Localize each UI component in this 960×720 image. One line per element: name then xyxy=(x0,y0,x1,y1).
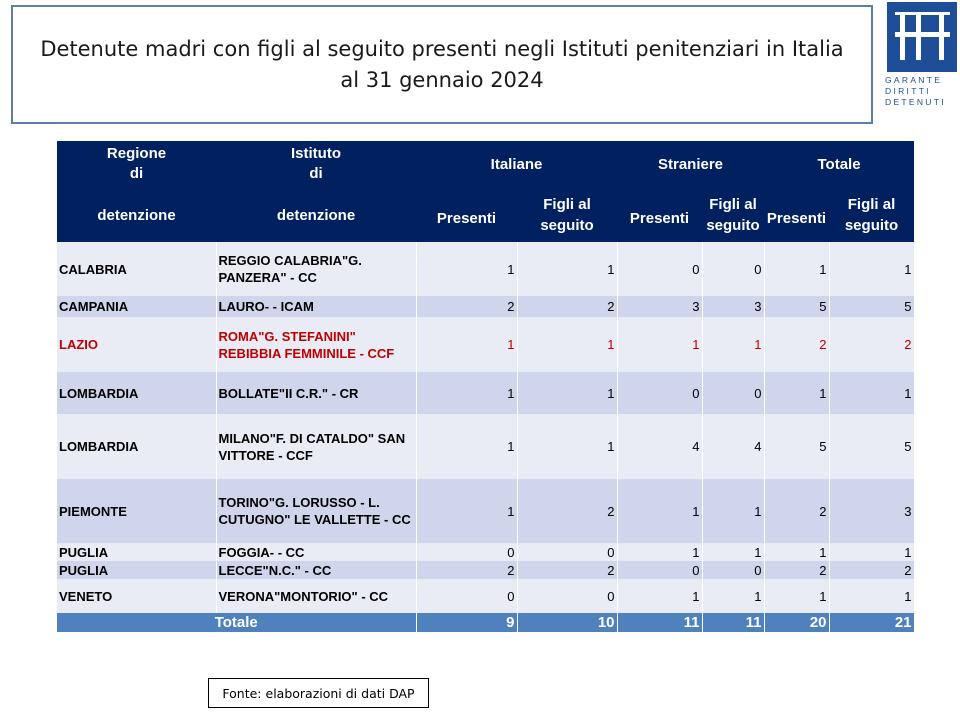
cell-ita-presenti: 1 xyxy=(416,317,517,372)
header-ita-presenti: Presenti xyxy=(416,188,517,242)
logo-text xyxy=(885,75,959,108)
header-tot-figli: Figli al seguito xyxy=(829,188,914,242)
header-istituto-line-2: di xyxy=(309,165,323,182)
total-tot-figli: 21 xyxy=(829,613,914,632)
cell-ita-figli: 0 xyxy=(517,543,617,561)
cell-ita-figli: 1 xyxy=(517,414,617,479)
cell-regione: CALABRIA xyxy=(57,242,216,296)
cell-str-figli: 0 xyxy=(702,242,764,296)
cell-regione: LOMBARDIA xyxy=(57,414,216,479)
cell-ita-presenti: 2 xyxy=(416,561,517,579)
cell-ita-presenti: 0 xyxy=(416,579,517,613)
header-istituto-line-1: Istituto xyxy=(291,145,341,162)
cell-istituto: REGGIO CALABRIA"G. PANZERA" - CC xyxy=(216,242,416,296)
cell-regione: CAMPANIA xyxy=(57,296,216,317)
table-row xyxy=(57,414,914,479)
cell-ita-figli: 1 xyxy=(517,372,617,414)
cell-tot-figli: 1 xyxy=(829,579,914,613)
cell-ita-presenti: 1 xyxy=(416,242,517,296)
logo-text-line-1: GARANTE xyxy=(885,75,943,85)
cell-str-presenti: 1 xyxy=(617,479,702,543)
header-regione-line-1: Regione xyxy=(106,145,167,162)
cell-tot-presenti: 2 xyxy=(764,479,829,543)
garante-logo-icon xyxy=(887,2,957,72)
table-row xyxy=(57,543,914,561)
cell-str-figli: 0 xyxy=(702,561,764,579)
cell-ita-figli: 1 xyxy=(517,317,617,372)
total-str-presenti: 11 xyxy=(617,613,702,632)
cell-tot-presenti: 5 xyxy=(764,296,829,317)
table-row xyxy=(57,561,914,579)
logo-text-line-3: DETENUTI xyxy=(885,97,946,107)
cell-tot-figli: 2 xyxy=(829,561,914,579)
header-str-figli: Figli al seguito xyxy=(702,188,764,242)
cell-ita-figli: 1 xyxy=(517,242,617,296)
cell-str-presenti: 0 xyxy=(617,561,702,579)
cell-ita-presenti: 1 xyxy=(416,414,517,479)
cell-ita-figli: 2 xyxy=(517,561,617,579)
cell-ita-presenti: 1 xyxy=(416,372,517,414)
table-row xyxy=(57,317,914,372)
header-regione-line-2: di xyxy=(129,165,144,182)
cell-str-figli: 3 xyxy=(702,296,764,317)
cell-str-presenti: 3 xyxy=(617,296,702,317)
header-istituto-detenzione: detenzione xyxy=(216,188,416,242)
cell-str-figli: 1 xyxy=(702,579,764,613)
cell-regione: PUGLIA xyxy=(57,543,216,561)
title-line-1: Detenute madri con figli al seguito presenti negli Istituti penitenziari in Italia xyxy=(40,36,844,61)
cell-regione: PIEMONTE xyxy=(57,479,216,543)
cell-tot-presenti: 5 xyxy=(764,414,829,479)
table-row xyxy=(57,242,914,296)
header-regione xyxy=(57,141,216,188)
cell-ita-presenti: 1 xyxy=(416,479,517,543)
total-row xyxy=(57,613,914,632)
cell-regione: LOMBARDIA xyxy=(57,372,216,414)
cell-regione: VENETO xyxy=(57,579,216,613)
cell-str-figli: 0 xyxy=(702,372,764,414)
table-row xyxy=(57,479,914,543)
cell-tot-presenti: 1 xyxy=(764,543,829,561)
cell-str-presenti: 1 xyxy=(617,579,702,613)
cell-str-figli: 1 xyxy=(702,479,764,543)
cell-tot-figli: 2 xyxy=(829,317,914,372)
cell-tot-presenti: 1 xyxy=(764,579,829,613)
cell-istituto: FOGGIA- - CC xyxy=(216,543,416,561)
cell-tot-presenti: 2 xyxy=(764,317,829,372)
total-tot-presenti: 20 xyxy=(764,613,829,632)
cell-istituto: ROMA"G. STEFANINI" REBIBBIA FEMMINILE - CCF xyxy=(216,317,416,372)
cell-str-presenti: 0 xyxy=(617,372,702,414)
cell-ita-presenti: 0 xyxy=(416,543,517,561)
cell-str-presenti: 1 xyxy=(617,543,702,561)
title-box xyxy=(11,5,873,124)
cell-tot-presenti: 1 xyxy=(764,242,829,296)
cell-ita-figli: 2 xyxy=(517,479,617,543)
cell-str-presenti: 4 xyxy=(617,414,702,479)
cell-str-figli: 1 xyxy=(702,317,764,372)
cell-str-figli: 4 xyxy=(702,414,764,479)
total-str-figli: 11 xyxy=(702,613,764,632)
total-label: Totale xyxy=(57,613,416,632)
cell-tot-figli: 1 xyxy=(829,242,914,296)
cell-istituto: LECCE"N.C." - CC xyxy=(216,561,416,579)
cell-istituto: MILANO"F. DI CATALDO" SAN VITTORE - CCF xyxy=(216,414,416,479)
cell-istituto: VERONA"MONTORIO" - CC xyxy=(216,579,416,613)
header-ita-figli: Figli al seguito xyxy=(517,188,617,242)
table-row xyxy=(57,372,914,414)
cell-ita-presenti: 2 xyxy=(416,296,517,317)
cell-tot-figli: 1 xyxy=(829,543,914,561)
logo-text-line-2: DIRITTI xyxy=(885,86,931,96)
cell-regione: PUGLIA xyxy=(57,561,216,579)
table-row xyxy=(57,579,914,613)
cell-str-figli: 1 xyxy=(702,543,764,561)
detenute-table xyxy=(57,141,915,632)
cell-ita-figli: 2 xyxy=(517,296,617,317)
cell-tot-figli: 1 xyxy=(829,372,914,414)
cell-tot-presenti: 2 xyxy=(764,561,829,579)
garante-logo xyxy=(883,2,959,110)
cell-str-presenti: 1 xyxy=(617,317,702,372)
source-note: Fonte: elaborazioni di dati DAP xyxy=(208,678,429,708)
header-straniere: Straniere xyxy=(617,141,764,188)
cell-istituto: TORINO"G. LORUSSO - L. CUTUGNO" LE VALLETTE - CC xyxy=(216,479,416,543)
header-str-presenti: Presenti xyxy=(617,188,702,242)
cell-tot-figli: 3 xyxy=(829,479,914,543)
cell-regione: LAZIO xyxy=(57,317,216,372)
total-ita-presenti: 9 xyxy=(416,613,517,632)
cell-istituto: LAURO- - ICAM xyxy=(216,296,416,317)
table-row xyxy=(57,296,914,317)
header-italiane: Italiane xyxy=(416,141,617,188)
cell-tot-figli: 5 xyxy=(829,296,914,317)
cell-ita-figli: 0 xyxy=(517,579,617,613)
cell-istituto: BOLLATE"II C.R." - CR xyxy=(216,372,416,414)
cell-tot-presenti: 1 xyxy=(764,372,829,414)
header-regione-detenzione: detenzione xyxy=(57,188,216,242)
cell-str-presenti: 0 xyxy=(617,242,702,296)
title-line-2: al 31 gennaio 2024 xyxy=(340,67,544,92)
header-totale: Totale xyxy=(764,141,914,188)
cell-tot-figli: 5 xyxy=(829,414,914,479)
header-istituto xyxy=(216,141,416,188)
total-ita-figli: 10 xyxy=(517,613,617,632)
header-tot-presenti: Presenti xyxy=(764,188,829,242)
